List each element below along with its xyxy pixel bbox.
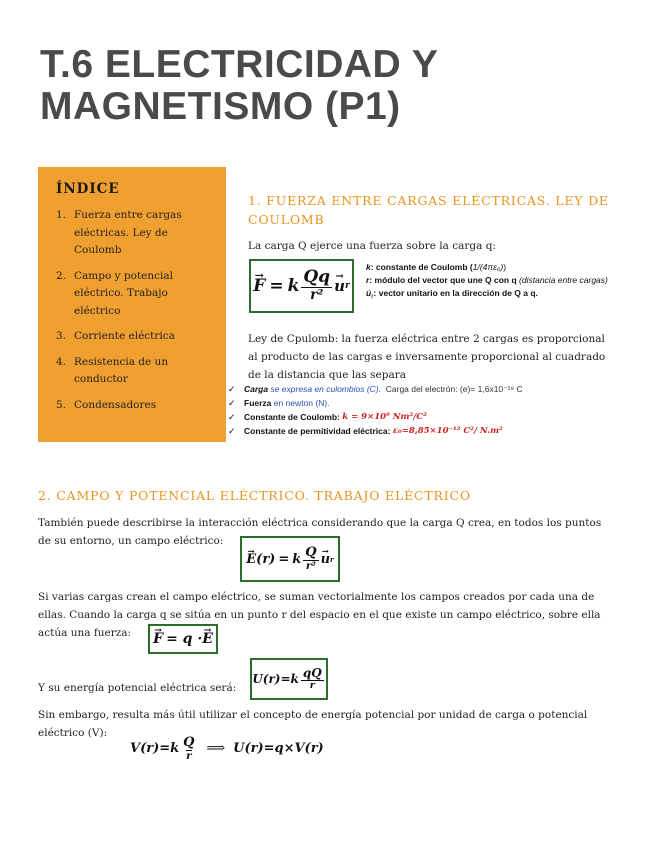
index-item-line: Corriente eléctrica [74,330,175,342]
formula-lhs: U(r)=k [252,672,299,686]
paragraph-line: de su entorno, un campo eléctrico: [38,535,224,547]
numerator: Q [183,735,195,750]
checkmark-icon: ✓ [228,397,236,408]
index-item-4[interactable] [56,354,216,389]
force-vector: → F [153,631,163,647]
index-item-text [74,268,173,321]
denominator: r² [310,287,324,304]
paragraph-line: al producto de las cargas e inversamente proporcional al cuadrado [248,351,606,363]
index-item-number: 2. [56,269,67,282]
index-item-line: Coulomb [74,244,122,256]
force-field-formula [148,624,218,654]
force-paragraph [38,588,638,642]
paragraph-line: Ley de Cpulomb: la fuerza eléctrica entre 2 cargas es proporcional [248,333,605,345]
formula-lhs: V(r)=k [130,741,180,757]
index-item-text [74,207,182,260]
index-item-line: conductor [74,373,128,385]
field-vector: → E [246,552,256,567]
fraction [303,546,318,572]
legend-r [366,274,651,287]
legend-symbol: r [366,275,370,285]
index-item-number: 4. [56,355,67,368]
legend-value: 1/(4πε₀) [472,262,504,272]
index-item-line: Campo y potencial [74,269,173,282]
index-heading: ÍNDICE [56,181,120,197]
potential-paragraph [38,706,638,742]
legend-u [366,287,651,304]
title-line-2: MAGNETISMO (P1) [40,85,401,128]
section-1-intro: La carga Q ejerce una fuerza sobre la carga q: [248,240,496,252]
checklist-item-coulomb-constant [228,410,638,424]
legend-symbol: → u [366,287,371,300]
check-label: Constante de permitividad eléctrica: [244,426,391,436]
index-item-3[interactable] [56,328,216,346]
electric-potential-formula [130,736,324,762]
heading-line: COULOMB [248,212,325,227]
checkmark-icon: ✓ [228,383,236,394]
constant-k: k [292,551,302,567]
denominator: r [186,749,192,762]
fraction [301,269,332,302]
coulomb-legend [366,261,651,304]
index-item-line: eléctrico. Trabajo [74,287,168,299]
index-item-line: Condensadores [74,398,157,411]
constant-k: k [287,276,300,296]
legend-text: : constante de Coulomb ( [370,262,473,272]
formula-rhs: U(r)=q×V(r) [233,741,324,757]
index-item-line: Fuerza entre cargas [74,209,182,221]
unit-vector: → u [334,277,345,295]
denominator: r² [305,559,316,572]
equals-sign: = [278,551,290,567]
legend-text: : módulo del vector que une Q con q [369,275,517,285]
units-checklist [228,382,638,438]
legend-text: : vector unitario en la dirección de Q a q. [373,288,538,298]
index-box [38,167,226,442]
index-item-line: Resistencia de un [74,355,169,368]
force-vector: → F [253,276,265,296]
check-detail: en newton (N). [273,398,330,408]
index-item-text [74,354,168,389]
equals-sign: = [269,276,284,296]
coulomb-formula [249,259,354,313]
check-label: Fuerza [244,398,272,408]
numerator: Qq [303,267,331,288]
unit-subscript: r [330,554,334,564]
legend-subscript: r [371,293,374,301]
legend-note: (distancia entre cargas) [519,275,608,285]
check-label: Constante de Coulomb: [244,412,340,422]
heading-line: 1. FUERZA ENTRE CARGAS ELÉCTRICAS. LEY DE [248,193,609,208]
fraction [181,736,196,762]
paragraph-line: de la distancia que las separa [248,369,407,381]
energy-paragraph: Y su energía potencial eléctrica será: [38,682,237,694]
field-argument: (r) [256,551,276,567]
checkmark-icon: ✓ [228,425,236,436]
check-label: Carga [244,384,269,394]
index-list [56,207,216,414]
check-extra: Carga del electrón: (e)= 1,6x10⁻¹⁹ C [385,383,523,394]
checklist-item-force [228,396,638,410]
check-value: k = 9×10⁹ Nm²/C² [342,412,427,422]
formula-rhs: = q · [166,631,203,647]
index-item-5[interactable] [56,397,216,415]
paragraph-line: Si varias cargas crean el campo eléctrico, se suman vectorialmente los campos creados por cada una de [38,591,595,603]
electric-field-formula [240,536,340,582]
index-item-number: 5. [56,398,67,411]
checklist-item-charge [228,382,638,396]
paragraph-line: También puede describirse la interacción eléctrica considerando que la carga Q crea, en todos los puntos [38,517,602,529]
check-detail: se expresa en culombios (C). [270,384,382,394]
legend-text: ) [503,262,507,272]
paragraph-line: Sin embargo, resulta más útil utilizar el concepto de energía potencial por unidad de carga o potencial [38,709,588,721]
page-title [40,44,640,128]
index-item-2[interactable] [56,268,216,321]
paragraph-line: eléctrico (V): [38,727,108,739]
index-item-line: eléctricas. Ley de [74,226,168,239]
section-2-heading: 2. CAMPO Y POTENCIAL ELÉCTRICO. TRABAJO ELÉCTRICO [38,488,471,503]
paragraph-line: actúa una fuerza: [38,627,132,639]
potential-energy-formula [250,658,328,700]
unit-vector: → u [321,552,330,567]
denominator: r [309,679,315,691]
paragraph-line: ellas. Cuando la carga q se sitúa en un punto r del espacio en el que existe un campo eléctrico, sobre ella [38,609,601,621]
numerator: qQ [302,666,322,681]
checklist-item-permittivity [228,424,638,438]
coulomb-law-paragraph [248,330,638,384]
legend-symbol: k [366,262,371,272]
checkmark-icon: ✓ [228,411,236,422]
index-item-line: eléctrico [74,304,121,317]
field-vector: → E [202,631,213,647]
fraction [301,667,324,691]
legend-k [366,261,651,274]
implies-arrow-icon: ⟹ [206,741,226,757]
unit-subscript: r [344,281,350,291]
numerator: Q [305,545,317,561]
check-value: ε₀=8,85×10⁻¹² C²/ N.m² [392,426,503,436]
title-line-1: T.6 ELECTRICIDAD Y [40,43,439,86]
index-item-number: 1. [56,209,67,221]
index-item-1[interactable] [56,207,216,260]
index-item-number: 3. [56,330,67,342]
section-1-heading [248,191,618,229]
